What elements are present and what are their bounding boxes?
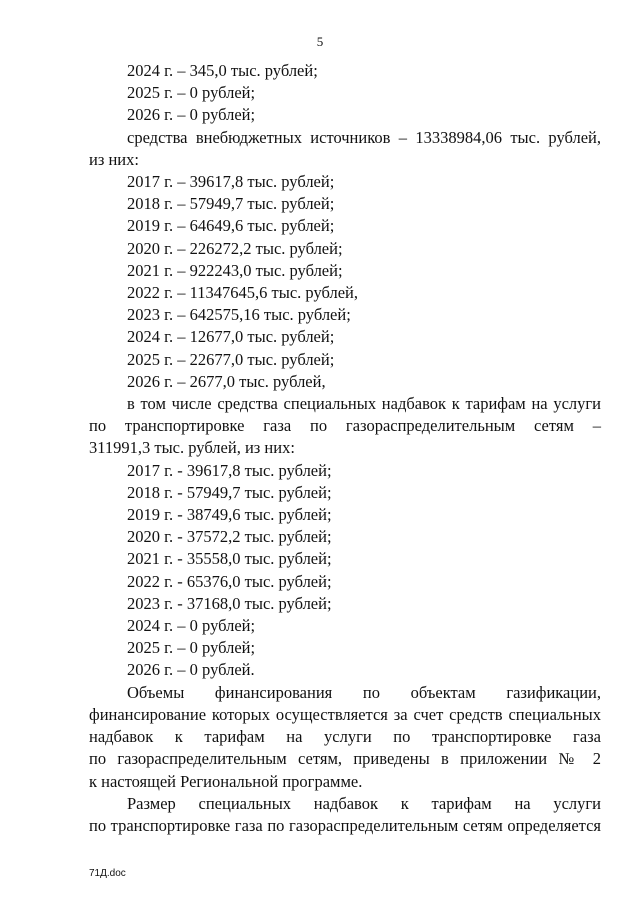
text-line: 2026 г. – 2677,0 тыс. рублей, (127, 371, 326, 391)
text-line: Размер специальных надбавок к тарифам на услуги (127, 793, 601, 813)
text-line: 2022 г. - 65376,0 тыс. рублей; (127, 571, 332, 591)
text-line: из них: (89, 149, 139, 169)
text-line: 2017 г. - 39617,8 тыс. рублей; (127, 460, 332, 480)
text-line: 2026 г. – 0 рублей; (127, 105, 256, 125)
text-line: 2025 г. – 22677,0 тыс. рублей; (127, 349, 335, 369)
text-line: по транспортировке газа по газораспределительным сетям – (89, 416, 601, 436)
text-line: 2025 г. – 0 рублей; (127, 638, 256, 658)
text-line: 2026 г. – 0 рублей. (127, 660, 255, 680)
text-line: 2024 г. – 345,0 тыс. рублей; (127, 61, 318, 80)
text-line: по газораспределительным сетям, приведены в приложении № 2 (89, 749, 601, 769)
text-line: 2019 г. – 64649,6 тыс. рублей; (127, 216, 335, 236)
text-line: 2025 г. – 0 рублей; (127, 83, 256, 103)
text-line: 2024 г. – 0 рублей; (127, 616, 256, 636)
text-line: 2017 г. – 39617,8 тыс. рублей; (127, 172, 335, 192)
text-line: 2018 г. - 57949,7 тыс. рублей; (127, 482, 332, 502)
text-line: 2021 г. – 922243,0 тыс. рублей; (127, 260, 343, 280)
text-line: средства внебюджетных источников – 13338984,06 тыс. рублей, (127, 127, 601, 147)
text-line: 2023 г. – 642575,16 тыс. рублей; (127, 305, 351, 325)
text-line: 2023 г. - 37168,0 тыс. рублей; (127, 593, 332, 613)
page-number: 5 (316, 34, 324, 49)
text-line: 2019 г. - 38749,6 тыс. рублей; (127, 505, 332, 525)
text-line: Объемы финансирования по объектам газификации, (127, 682, 601, 702)
text-line: к настоящей Региональной программе. (89, 771, 363, 791)
document-body (89, 60, 601, 837)
text-line: 2022 г. – 11347645,6 тыс. рублей, (127, 283, 358, 303)
text-line: по транспортировке газа по газораспределительным сетям определяется (89, 815, 601, 835)
text-line: надбавок к тарифам на услуги по транспортировке газа (89, 727, 601, 747)
file-name-footer: 71Д.doc (89, 868, 126, 879)
text-line: 2024 г. – 12677,0 тыс. рублей; (127, 327, 335, 347)
text-line: 2020 г. - 37572,2 тыс. рублей; (127, 527, 332, 547)
text-line: 2021 г. - 35558,0 тыс. рублей; (127, 549, 332, 569)
text-line: финансирование которых осуществляется за счет средств специальных (89, 704, 601, 724)
text-line: 311991,3 тыс. рублей, из них: (89, 438, 295, 458)
text-line: 2018 г. – 57949,7 тыс. рублей; (127, 194, 335, 214)
text-line: в том числе средства специальных надбавок к тарифам на услуги (127, 394, 601, 414)
text-line: 2020 г. – 226272,2 тыс. рублей; (127, 238, 343, 258)
